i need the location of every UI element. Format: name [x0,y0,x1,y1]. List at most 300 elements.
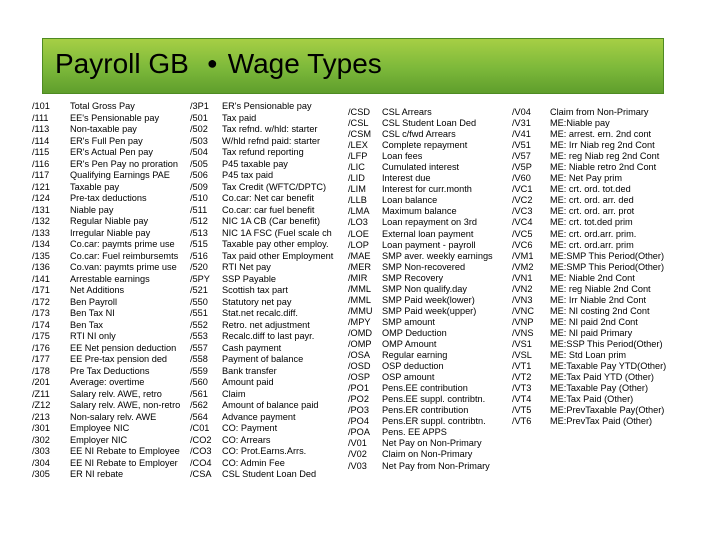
wage-type-row [190,446,348,458]
wage-type-row [512,306,700,317]
wage-type-description: Tax paid [222,112,257,123]
wage-type-code: /Z11 [32,388,50,399]
wage-type-description: ME:SMP This Period(Other) [550,261,665,272]
wage-type-row [190,389,348,401]
wage-type-row [348,317,500,328]
wage-type-code: /552 [190,319,208,330]
wage-type-code: /201 [32,377,50,387]
wage-type-code: /178 [32,365,50,376]
wage-type-row [512,361,700,372]
wage-type-row [348,217,500,228]
wage-type-description: Pens.EE contribution [382,383,468,394]
wage-type-row [348,229,500,240]
wage-type-code: /131 [32,204,50,215]
wage-type-code: /V02 [348,449,367,460]
wage-type-description: Interest for curr.month [382,184,472,195]
wage-type-description: EE Pre-tax pension ded [70,354,168,364]
wage-type-code: /V04 [512,107,531,117]
wage-type-row [32,136,192,148]
wage-type-row [190,308,348,320]
wage-type-code: /303 [32,446,50,456]
wage-type-row [32,251,192,263]
wage-type-description: CSL Arrears [382,107,432,117]
wage-type-row [190,458,348,470]
wage-type-description: ME: crt. tot.ded prim [550,217,633,228]
wage-type-row [32,366,192,378]
wage-type-description: EE NI Rebate to Employer [70,457,178,468]
wage-type-code: /506 [190,170,208,180]
wage-type-description: ME:Tax Paid (Other) [550,394,634,405]
wage-type-row [32,124,192,136]
wage-type-row [348,416,500,427]
wage-type-description: Loan balance [382,195,438,206]
wage-type-row [190,262,348,274]
wage-type-row [348,328,500,339]
wage-type-code: /562 [190,400,208,410]
wage-type-description: Maximum balance [382,206,457,217]
wage-type-code: /VC2 [512,195,533,206]
wage-type-code: /LIM [348,184,366,195]
wage-type-row [348,306,500,317]
wage-type-row [32,147,192,159]
wage-type-description: CO: Prot.Earns.Arrs. [222,446,307,456]
wage-type-row [190,216,348,228]
wage-type-description: ME:Tax Paid YTD (Other) [550,372,654,383]
wage-type-description: Loan repayment on 3rd [382,217,478,228]
wage-type-description: OSP deduction [382,361,444,372]
wage-type-code: /VSL [512,350,532,361]
wage-type-description: EE NI Rebate to Employee [70,446,180,456]
wage-type-description: OSP amount [382,372,435,383]
wage-type-description: CO: Arrears [222,434,271,445]
wage-type-row [512,195,700,206]
wage-type-code: /CSD [348,107,370,117]
wage-type-description: ME:Niable pay [550,118,610,129]
wage-type-row [348,350,500,361]
wage-type-row [32,308,192,320]
wage-type-code: /CSA [190,469,212,479]
wage-type-description: ME: crt. ord. arr. prot [550,206,635,217]
wage-type-row [512,383,700,394]
wage-type-description: ME: reg Niable 2nd Cont [550,283,651,294]
wage-type-row [190,320,348,332]
wage-type-row [512,372,700,383]
wage-type-code: /Z12 [32,400,51,410]
wage-type-code: /515 [190,239,208,249]
wage-type-description: Bank transfer [222,365,277,376]
wage-type-row [190,331,348,343]
wage-type-code: /551 [190,308,208,318]
wage-type-description: ME: Std Loan prim [550,350,627,361]
wage-type-code: /558 [190,354,208,364]
wage-type-row [190,354,348,366]
wage-type-description: ME: crt. ord. arr. ded [550,195,634,206]
wage-type-description: Co.car: Net car benefit [222,193,314,203]
wage-type-description: RTI NI only [70,331,116,341]
wage-type-row [512,107,700,118]
wage-type-description: SMP Paid week(lower) [382,294,475,305]
wage-type-code: /MIR [348,272,368,283]
wage-type-row [348,449,500,460]
wage-type-row [512,405,700,416]
wage-type-row [190,400,348,412]
wage-type-code: /521 [190,285,208,295]
wage-type-code: /LOP [348,239,369,250]
wage-type-description: Average: overtime [70,377,145,387]
wage-type-code: /175 [32,331,50,341]
wage-type-code: /553 [190,331,208,341]
wage-type-row [348,273,500,284]
wage-type-description: ME: NI costing 2nd Cont [550,305,650,316]
wage-type-description: Non-taxable pay [70,124,137,134]
title-sub: Wage Types [227,48,382,79]
wage-type-description: Claim on Non-Primary [382,449,473,460]
wage-type-code: /561 [190,388,208,399]
wage-type-description: Pens. EE APPS [382,427,447,438]
wage-type-row [32,343,192,355]
wage-type-description: NIC 1A CB (Car benefit) [222,216,321,226]
wage-type-row [190,469,348,481]
wage-type-description: ME: Irr Niable 2nd Cont [550,294,646,305]
wage-type-row [32,331,192,343]
wage-type-row [32,377,192,389]
wage-type-code: /VC6 [512,239,533,250]
wage-type-description: Total Gross Pay [70,101,135,111]
wage-type-code: /176 [32,342,50,353]
wage-type-code: /5PY [190,273,210,284]
wage-type-row [190,366,348,378]
wage-type-description: P45 taxable pay [222,158,288,169]
wage-type-description: Interest due [382,173,431,184]
wage-type-description: Complete repayment [382,140,468,151]
wage-type-description: SMP Recovery [382,272,444,283]
wage-type-code: /132 [32,216,50,226]
wage-type-row [512,217,700,228]
wage-type-description: Statutory net pay [222,296,292,307]
wage-type-description: EE's Pensionable pay [70,112,160,123]
wage-type-description: ME: Irr Niab reg 2nd Cont [550,140,655,151]
wage-type-row [190,228,348,240]
wage-type-description: ME: reg Niab reg 2nd Cont [550,151,660,162]
wage-type-code: /134 [32,239,50,249]
wage-type-code: /PO3 [348,405,369,416]
wage-type-description: External loan payment [382,228,474,239]
wage-type-code: /VN1 [512,272,533,283]
wage-type-description: Cumulated interest [382,162,460,173]
wage-type-row [348,427,500,438]
wage-type-row [512,339,700,350]
wage-type-row [348,262,500,273]
wage-type-code: /113 [32,124,50,134]
wage-type-description: ME: arrest. ern. 2nd cont [550,129,652,140]
wage-type-description: ER's Pen Pay no proration [70,158,178,169]
wage-type-code: /520 [190,262,208,272]
wage-type-code: /MML [348,283,371,294]
wage-type-code: /LMA [348,206,370,217]
wage-type-code: /V41 [512,129,531,140]
wage-type-row [348,140,500,151]
wage-type-row [32,205,192,217]
bullet-icon: ● [206,53,218,73]
wage-type-code: /301 [32,423,50,433]
wage-type-row [512,416,700,427]
wage-type-row [512,118,700,129]
wage-type-description: ME:PrevTaxable Pay(Other) [550,405,665,416]
wage-type-code: /PO2 [348,394,369,405]
wage-type-description: Tax Credit (WFTC/DPTC) [222,181,327,192]
wage-type-row [512,317,700,328]
wage-type-code: /564 [190,411,208,422]
wage-type-code: /LO3 [348,217,368,228]
wage-type-code: /OMD [348,327,372,338]
wage-type-description: ME:SSP This Period(Other) [550,338,663,349]
wage-type-description: ME: Niable 2nd Cont [550,272,635,283]
wage-type-code: /513 [190,227,208,238]
wage-type-column-2 [190,101,348,481]
wage-type-code: /MPY [348,316,371,327]
wage-type-code: /CO2 [190,434,212,445]
wage-type-row [348,405,500,416]
wage-type-row [190,435,348,447]
wage-type-description: Net Pay from Non-Primary [382,460,490,471]
wage-type-code: /173 [32,308,50,318]
wage-type-row [190,343,348,355]
wage-type-row [348,162,500,173]
wage-type-row [348,383,500,394]
wage-type-code: /511 [190,204,208,215]
wage-type-code: /LEX [348,140,368,151]
wage-type-description: CO: Admin Fee [222,457,285,468]
wage-type-description: Irregular Niable pay [70,227,151,238]
title-main: Payroll GB [55,48,189,79]
wage-type-code: /V03 [348,460,367,471]
wage-type-description: CSL Student Loan Ded [382,118,477,129]
wage-type-row [32,469,192,481]
wage-type-description: Payment of balance [222,354,304,364]
wage-type-description: Ben Tax NI [70,308,115,318]
wage-type-row [32,354,192,366]
wage-type-code: /C01 [190,423,210,433]
wage-type-row [190,285,348,297]
wage-type-row [32,285,192,297]
wage-type-description: Arrestable earnings [70,273,150,284]
wage-type-row [32,446,192,458]
wage-type-code: /V51 [512,140,531,151]
wage-type-code: /VM2 [512,261,534,272]
wage-type-code: /MML [348,294,371,305]
wage-type-row [32,216,192,228]
wage-type-code: /504 [190,147,208,157]
wage-type-description: ME: Net Pay prim [550,173,622,184]
wage-type-row [512,173,700,184]
wage-type-row [32,113,192,125]
wage-type-row [190,377,348,389]
wage-type-description: Salary relv. AWE, retro [70,388,162,399]
wage-type-row [512,151,700,162]
wage-type-row [32,182,192,194]
wage-type-description: Loan payment - payroll [382,239,476,250]
wage-type-code: /VNS [512,327,534,338]
wage-type-description: Stat.net recalc.diff. [222,308,298,318]
wage-type-description: ME: crt. ord. tot.ded [550,184,631,195]
wage-type-row [190,159,348,171]
wage-type-description: Co.van: paymts prime use [70,262,177,272]
wage-type-code: /VNP [512,316,534,327]
wage-type-code: /LOE [348,228,369,239]
wage-type-description: Amount paid [222,377,274,387]
wage-type-description: Net Pay on Non-Primary [382,438,482,449]
wage-type-row [32,400,192,412]
wage-type-row [512,251,700,262]
wage-type-row [512,229,700,240]
wage-type-row [190,101,348,113]
wage-type-description: Cash payment [222,342,282,353]
wage-type-column-1 [32,101,192,481]
wage-type-code: /VS1 [512,338,532,349]
wage-type-description: Advance payment [222,411,296,422]
wage-type-row [32,320,192,332]
wage-type-description: Recalc.diff to last payr. [222,331,315,341]
wage-type-code: /VT2 [512,372,532,383]
wage-type-code: /133 [32,227,50,238]
wage-type-description: ME:Taxable Pay (Other) [550,383,649,394]
wage-type-code: /VT6 [512,416,532,427]
wage-type-description: Loan fees [382,151,423,162]
page-title [55,46,382,81]
wage-type-row [512,284,700,295]
wage-type-row [348,151,500,162]
wage-type-code: /559 [190,365,208,376]
wage-type-row [348,461,500,472]
wage-type-code: /505 [190,158,208,169]
wage-type-code: /PO1 [348,383,369,394]
wage-type-row [348,118,500,129]
wage-type-description: Non-salary relv. AWE [70,411,157,422]
wage-type-code: /550 [190,296,208,307]
wage-type-description: SMP amount [382,316,435,327]
wage-type-code: /V01 [348,438,367,449]
wage-type-description: Tax refund reporting [222,147,304,157]
wage-type-description: Pre-tax deductions [70,193,147,203]
wage-type-description: Employer NIC [70,434,128,445]
wage-type-description: CSL Student Loan Ded [222,469,317,479]
wage-type-description: ER NI rebate [70,469,124,479]
wage-type-code: /121 [32,181,50,192]
wage-type-code: /VT1 [512,361,532,372]
wage-type-row [190,136,348,148]
wage-type-description: SSP Payable [222,273,276,284]
wage-type-code: /OSD [348,361,371,372]
wage-type-description: Pens.ER suppl. contribtn. [382,416,486,427]
wage-type-row [190,251,348,263]
wage-type-row [190,124,348,136]
wage-type-description: Tax paid other Employment [222,250,334,261]
wage-type-code: /VC5 [512,228,533,239]
wage-type-code: /V5P [512,162,532,173]
wage-type-code: /124 [32,193,50,203]
wage-type-description: Net Additions [70,285,125,295]
wage-type-row [190,412,348,424]
wage-type-description: Regular Niable pay [70,216,149,226]
wage-type-column-3 [348,107,500,472]
wage-type-code: /V57 [512,151,531,162]
wage-type-code: /CSM [348,129,371,140]
wage-type-code: /510 [190,193,208,203]
wage-type-code: /OMP [348,338,372,349]
wage-type-code: /305 [32,469,50,479]
wage-type-row [512,206,700,217]
wage-type-row [348,107,500,118]
wage-type-code: /LIC [348,162,365,173]
wage-type-code: /302 [32,434,50,445]
wage-type-description: Scottish tax part [222,285,288,295]
wage-type-code: /LFP [348,151,368,162]
wage-type-description: P45 tax paid [222,170,274,180]
wage-type-code: /CO4 [190,457,212,468]
wage-type-description: Taxable pay [70,181,120,192]
wage-type-row [32,159,192,171]
wage-type-description: RTI Net pay [222,262,271,272]
wage-type-row [32,170,192,182]
wage-type-description: Salary relv. AWE, non-retro [70,400,181,410]
wage-type-code: /VM1 [512,250,534,261]
wage-type-code: /VT4 [512,394,532,405]
wage-type-description: ER's Pensionable pay [222,101,312,111]
wage-type-code: /POA [348,427,370,438]
wage-type-code: /516 [190,250,208,261]
wage-type-description: W/hld refnd paid: starter [222,135,321,146]
wage-type-code: /503 [190,135,208,146]
wage-type-row [348,251,500,262]
wage-type-description: ME: Niable retro 2nd Cont [550,162,657,173]
wage-type-description: Ben Payroll [70,296,117,307]
wage-type-row [348,438,500,449]
wage-type-description: ME:PrevTax Paid (Other) [550,416,653,427]
wage-type-row [190,297,348,309]
wage-type-description: SMP Paid week(upper) [382,305,477,316]
wage-type-row [512,295,700,306]
wage-type-code: /CSL [348,118,369,129]
wage-type-code: /116 [32,158,50,169]
wage-type-row [348,206,500,217]
wage-type-code: /VN3 [512,294,533,305]
wage-type-code: /141 [32,273,50,284]
wage-type-row [512,129,700,140]
wage-type-description: CSL c/fwd Arrears [382,129,456,140]
wage-type-code: /VT3 [512,383,532,394]
wage-type-description: Ben Tax [70,319,104,330]
wage-type-row [190,193,348,205]
wage-type-row [348,339,500,350]
wage-type-description: Claim [222,388,246,399]
wage-type-row [190,182,348,194]
wage-type-code: /114 [32,135,50,146]
wage-type-code: /LLB [348,195,367,206]
wage-type-description: Pens.EE suppl. contribtn. [382,394,486,405]
wage-type-code: /177 [32,354,50,364]
wage-type-description: Taxable pay other employ. [222,239,329,249]
wage-type-row [32,262,192,274]
wage-type-code: /MER [348,261,371,272]
wage-type-row [32,297,192,309]
wage-type-column-4 [512,107,700,427]
wage-type-row [512,262,700,273]
wage-type-description: Co.car: car fuel benefit [222,204,315,215]
wage-type-row [348,394,500,405]
wage-type-row [32,423,192,435]
wage-type-row [348,284,500,295]
wage-type-code: /117 [32,170,50,180]
